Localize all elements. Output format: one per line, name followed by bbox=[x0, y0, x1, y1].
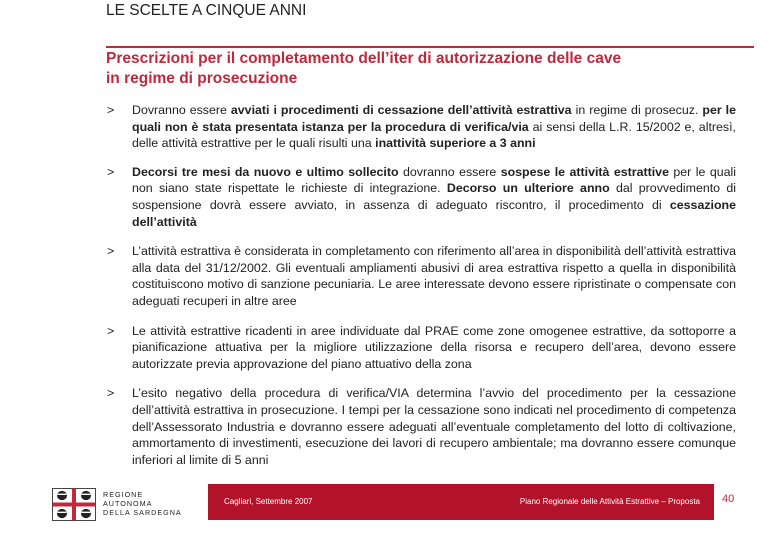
bullet-marker: > bbox=[107, 164, 115, 179]
bullet-bold-text: avviati i procedimenti di cessazione dell’attività estrattiva bbox=[230, 103, 572, 117]
bullet-text: dovranno essere bbox=[398, 164, 501, 179]
bullet-item-1 bbox=[106, 102, 736, 152]
subtitle-line-1: Prescrizioni per il completamento dell’iter di autorizzazione delle cave bbox=[106, 50, 622, 67]
bullet-text: Dovranno essere bbox=[132, 103, 231, 117]
bullet-bold-text: Decorso un ulteriore anno bbox=[446, 181, 610, 196]
page-number: 40 bbox=[722, 493, 735, 505]
bullet-marker: > bbox=[107, 323, 115, 338]
bullet-text: L’attività estrattiva è considerata in completamento con riferimento all’area in disponibilità dell’attività estrattiva alla data del 31/12/2002. Gli eventuali ampliamenti abusivi di area estrattiva rispetto a quella in disponibilità costituiscono motivo di sanzione pecuniaria. Le aree interessate devono essere ripristinate o compensate con adeguati recuperi in altre aree bbox=[132, 244, 736, 308]
bullet-bold-text: inattività superiore a 3 anni bbox=[375, 136, 536, 151]
logo-line-2: AUTONOMA bbox=[103, 499, 153, 508]
bullet-bold-text: cessazione dell’attività bbox=[132, 197, 736, 229]
slide-title: LE SCELTE A CINQUE ANNI bbox=[106, 2, 307, 19]
bullet-marker: > bbox=[107, 244, 115, 259]
bullet-text: ai sensi della L.R. 15/2002 e, altresì, delle attività estrattive per le quali risulti una bbox=[132, 119, 736, 151]
bullet-text: Le attività estrattive ricadenti in aree individuate dal PRAE come zone omogenee estrattive, da sottoporre a pianificazione attuativa per la migliore utilizzazione della risorsa e recupero dell’area, devono essere autorizzate previa approvazione del piano attuativo della zona bbox=[132, 323, 736, 371]
bullet-marker: > bbox=[107, 386, 115, 401]
logo-line-1: REGIONE bbox=[103, 490, 144, 499]
slide-subtitle bbox=[106, 49, 746, 89]
logo-wordmark bbox=[103, 490, 182, 517]
bullet-item-4 bbox=[106, 323, 736, 373]
bullet-list bbox=[106, 102, 736, 468]
bullet-text: dal provvedimento di sospensione dovrà essere avviato, in assenza di adeguato riscontro, il procedimento di bbox=[132, 181, 736, 212]
bullet-marker: > bbox=[107, 103, 115, 117]
bullet-item-5 bbox=[106, 385, 736, 468]
bullet-item-2 bbox=[106, 164, 736, 230]
bullet-text: per le quali non siano state rispettate le richieste di integrazione. bbox=[132, 164, 737, 196]
bullet-bold-text: sospese le attività estrattive bbox=[500, 164, 669, 179]
footer-document-title: Piano Regionale delle Attività Estrattive – Proposta bbox=[519, 497, 700, 506]
logo-line-3: DELLA SARDEGNA bbox=[103, 508, 182, 517]
footer-band bbox=[208, 484, 714, 520]
footer-date: Cagliari, Settembre 2007 bbox=[224, 497, 313, 506]
bullet-bold-text: Decorsi tre mesi da nuovo e ultimo sollecito bbox=[132, 164, 399, 179]
bullet-bold-text: per le quali non è stata presentata istanza per la procedura di verifica/via bbox=[132, 103, 736, 134]
bullet-text: in regime di prosecuz. bbox=[571, 103, 703, 117]
bullet-item-3 bbox=[106, 243, 736, 309]
title-divider bbox=[106, 46, 754, 48]
bullet-text: L’esito negativo della procedura di verifica/VIA determina l’avvio del procedimento per la cessazione dell’attività estrattiva in prosecuzione. I tempi per la cessazione sono indicati nel procedimento di competenza dell’Assessorato Industria e dovranno essere adeguati all’eventuale completamento del lotto di coltivazione, ammortamento di investimenti, esecuzione dei lavori di recupero ambientale; ma dovranno essere comunque inferiori al limite di 5 anni bbox=[132, 386, 736, 467]
subtitle-line-2: in regime di prosecuzione bbox=[106, 70, 298, 87]
sardinia-coat-of-arms-logo bbox=[52, 488, 96, 521]
